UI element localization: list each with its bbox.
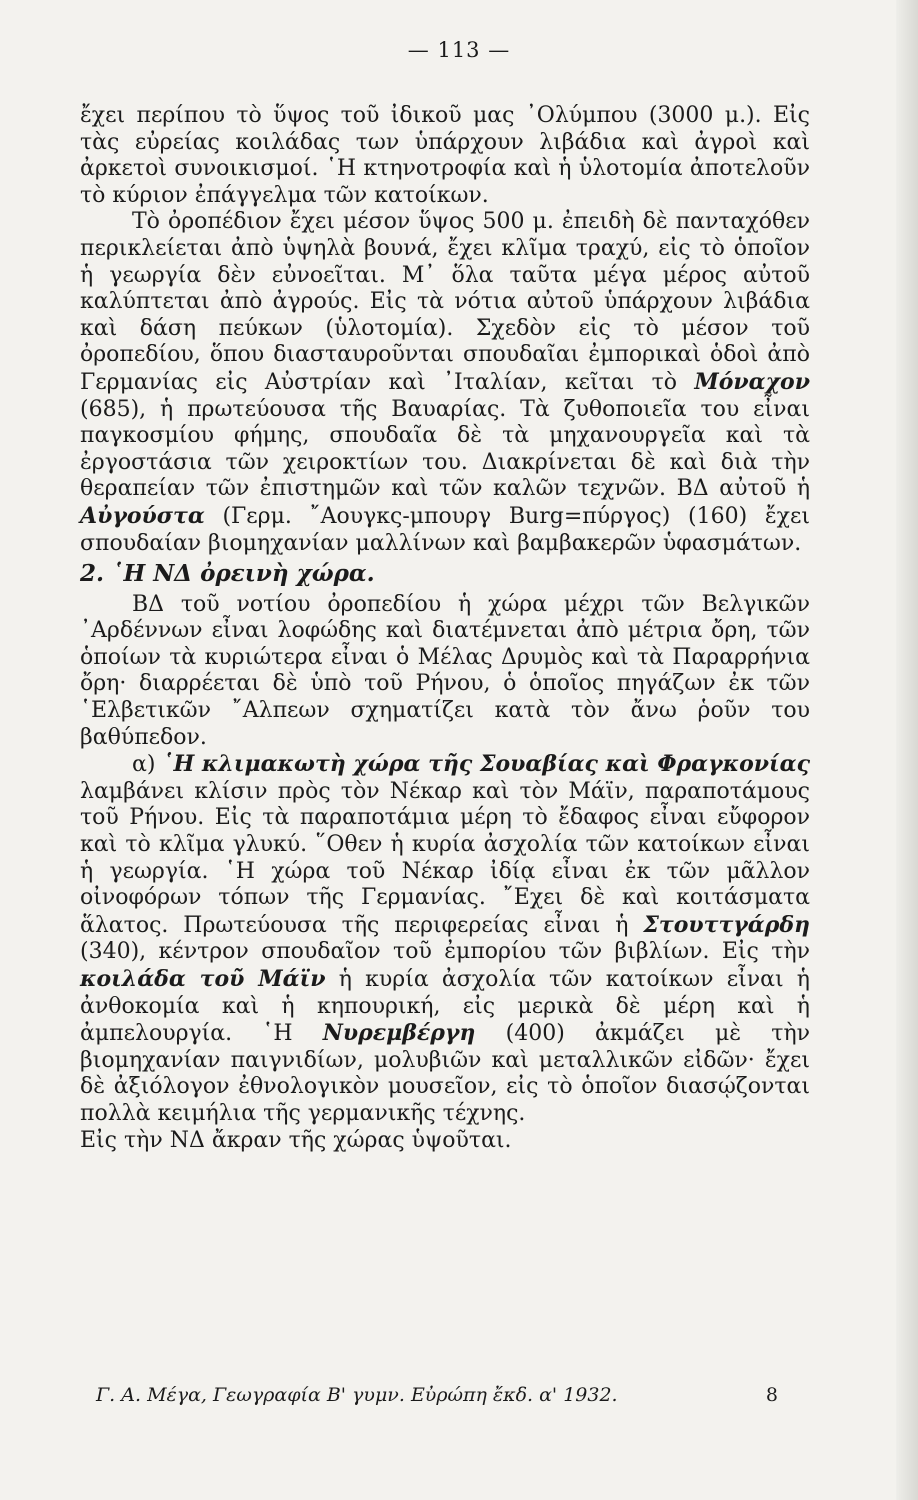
page-gutter-shadow — [896, 0, 918, 1500]
emph-koilada-main: κοιλάδα τοῦ Μάϊν — [80, 966, 326, 992]
p4-label: α) — [132, 752, 156, 778]
footer-signature: 8 — [765, 1384, 778, 1406]
p4-text-4: (400) ἀκμάζει μὲ τὴν βιομηχανίαν παιγνιδίων, μολυβιῶν καὶ μεταλλικῶν εἰδῶν· ἔχει δὲ ἀξιόλογον ἐθνολογικὸν μουσεῖον, εἰς τὸ ὁποῖον διασῴζονται πολλὰ κειμήλια τῆς γερμανικῆς τέχνης. — [80, 1021, 811, 1126]
p2-text-1: Τὸ ὀροπέδιον ἔχει μέσον ὕψος 500 μ. ἐπειδὴ δὲ πανταχόθεν περικλείεται ἀπὸ ὑψηλὰ βουνά, ἔχει κλῖμα τραχύ, εἰς τὸ ὁποῖον ἡ γεωργία δὲν εὐνοεῖται. Μ᾿ ὅλα ταῦτα μέγα μέρος αὐτοῦ καλύπτεται ἀπὸ ἀγρούς. Εἰς τὰ νότια αὐτοῦ ὑπάρχουν λιβάδια καὶ δάση πεύκων (ὑλοτομία). Σχεδὸν εἰς τὸ μέσον τοῦ ὀροπεδίου, ὅπου διασταυροῦνται σπουδαῖαι ἐμπορικαὶ ὁδοὶ ἀπὸ Γερμανίας εἰς Αὐστρίαν καὶ ᾿Ιταλίαν, κεῖται τὸ — [80, 209, 810, 395]
emph-monachon: Μόναχον — [694, 368, 810, 395]
body-text — [80, 103, 810, 1154]
emph-nyremvergi: Νυρεμβέργη — [322, 1020, 476, 1047]
emph-klimakoti-chora: ῾Η κλιμακωτὴ χώρα τῆς Σουαβίας καὶ Φραγκονίας — [162, 751, 811, 778]
p4-text-3: ἡ κυρία ἀσχολία τῶν κατοίκων εἶναι ἡ ἀνθοκομία καὶ ἡ κηπουρική, εἰς μερικὰ δὲ μέρη καὶ ἡ ἀμπελουργία. ῾Η — [80, 967, 810, 1047]
paragraph-4 — [80, 751, 810, 1127]
section-heading: 2. ῾Η ΝΔ ὀρεινὴ χώρα. — [80, 560, 375, 588]
p2-text-3: (Γερμ. ῎Αουγκς-μπουργ Burg=πύργος) (160) ἔχει σπουδαίαν βιομηχανίαν μαλλίνων καὶ βαμβακερῶν ὑφασμάτων. — [80, 503, 810, 556]
emph-stouttgardi: Στουττγάρδη — [643, 911, 811, 938]
emph-augousta: Αὐγούστα — [80, 502, 205, 529]
paragraph-5: Εἰς τὴν ΝΔ ἄκραν τῆς χώρας ὑψοῦται. — [80, 1127, 512, 1153]
p4-text-1: λαμβάνει κλίσιν πρὸς τὸν Νέκαρ καὶ τὸν Μάϊν, παραποτάμους τοῦ Ρήνου. Εἰς τὰ παραποτάμια μέρη τὸ ἔδαφος εἶναι εὔφορον καὶ τὸ κλῖμα γλυκύ. ῞Οθεν ἡ κυρία ἀσχολία τῶν κατοίκων εἶναι ἡ γεωργία. ῾Η χώρα τοῦ Νέκαρ ἰδίᾳ εἶναι ἐκ τῶν μᾶλλον οἰνοφόρων τόπων τῆς Γερμανίας. ῎Εχει δὲ καὶ κοιτάσματα ἅλατος. Πρωτεύουσα τῆς περιφερείας εἶναι ἡ — [80, 778, 810, 938]
paragraph-1: ἔχει περίπου τὸ ὕψος τοῦ ἰδικοῦ μας ᾿Ολύμπου (3000 μ.). Εἰς τὰς εὐρείας κοιλάδας των ὑπάρχουν λιβάδια καὶ ἀγροὶ καὶ ἀρκετοὶ συνοικισμοί. ῾Η κτηνοτροφία καὶ ἡ ὑλοτομία ἀποτελοῦν τὸ κύριον ἐπάγγελμα τῶν κατοίκων. — [80, 103, 810, 208]
paragraph-2 — [80, 209, 810, 557]
page-number: — 113 — — [407, 38, 511, 62]
paragraph-3: ΒΔ τοῦ νοτίου ὀροπεδίου ἡ χώρα μέχρι τῶν Βελγικῶν ᾿Αρδέννων εἶναι λοφώδης καὶ διατέμνεται ἀπὸ μέτρια ὄρη, τῶν ὁποίων τὰ κυριώτερα εἶναι ὁ Μέλας Δρυμὸς καὶ τὰ Παραρρήνια ὄρη· διαρρέεται δὲ ὑπὸ τοῦ Ρήνου, ὁ ὁποῖος πηγάζων ἐκ τῶν ῾Ελβετικῶν ῎Αλπεων σχηματίζει κατὰ τὸν ἄνω ῥοῦν του βαθύπεδον. — [80, 591, 810, 750]
page-footer — [96, 1384, 778, 1406]
footer-citation: Γ. Α. Μέγα, Γεωγραφία Β' γυμν. Εὐρώπη ἔκδ. α' 1932. — [96, 1384, 618, 1406]
p2-text-2: (685), ἡ πρωτεύουσα τῆς Βαυαρίας. Τὰ ζυθοποιεῖα του εἶναι παγκοσμίου φήμης, σπουδαῖα δὲ τὰ μηχανουργεῖα καὶ τὰ ἐργοστάσια τῶν χειροκτίων του. Διακρίνεται δὲ καὶ διὰ τὴν θεραπείαν τῶν ἐπιστημῶν καὶ τῶν καλῶν τεχνῶν. ΒΔ αὐτοῦ ἡ — [80, 396, 810, 502]
p4-text-2: (340), κέντρον σπουδαῖον τοῦ ἐμπορίου τῶν βιβλίων. Εἰς τὴν — [80, 939, 810, 965]
